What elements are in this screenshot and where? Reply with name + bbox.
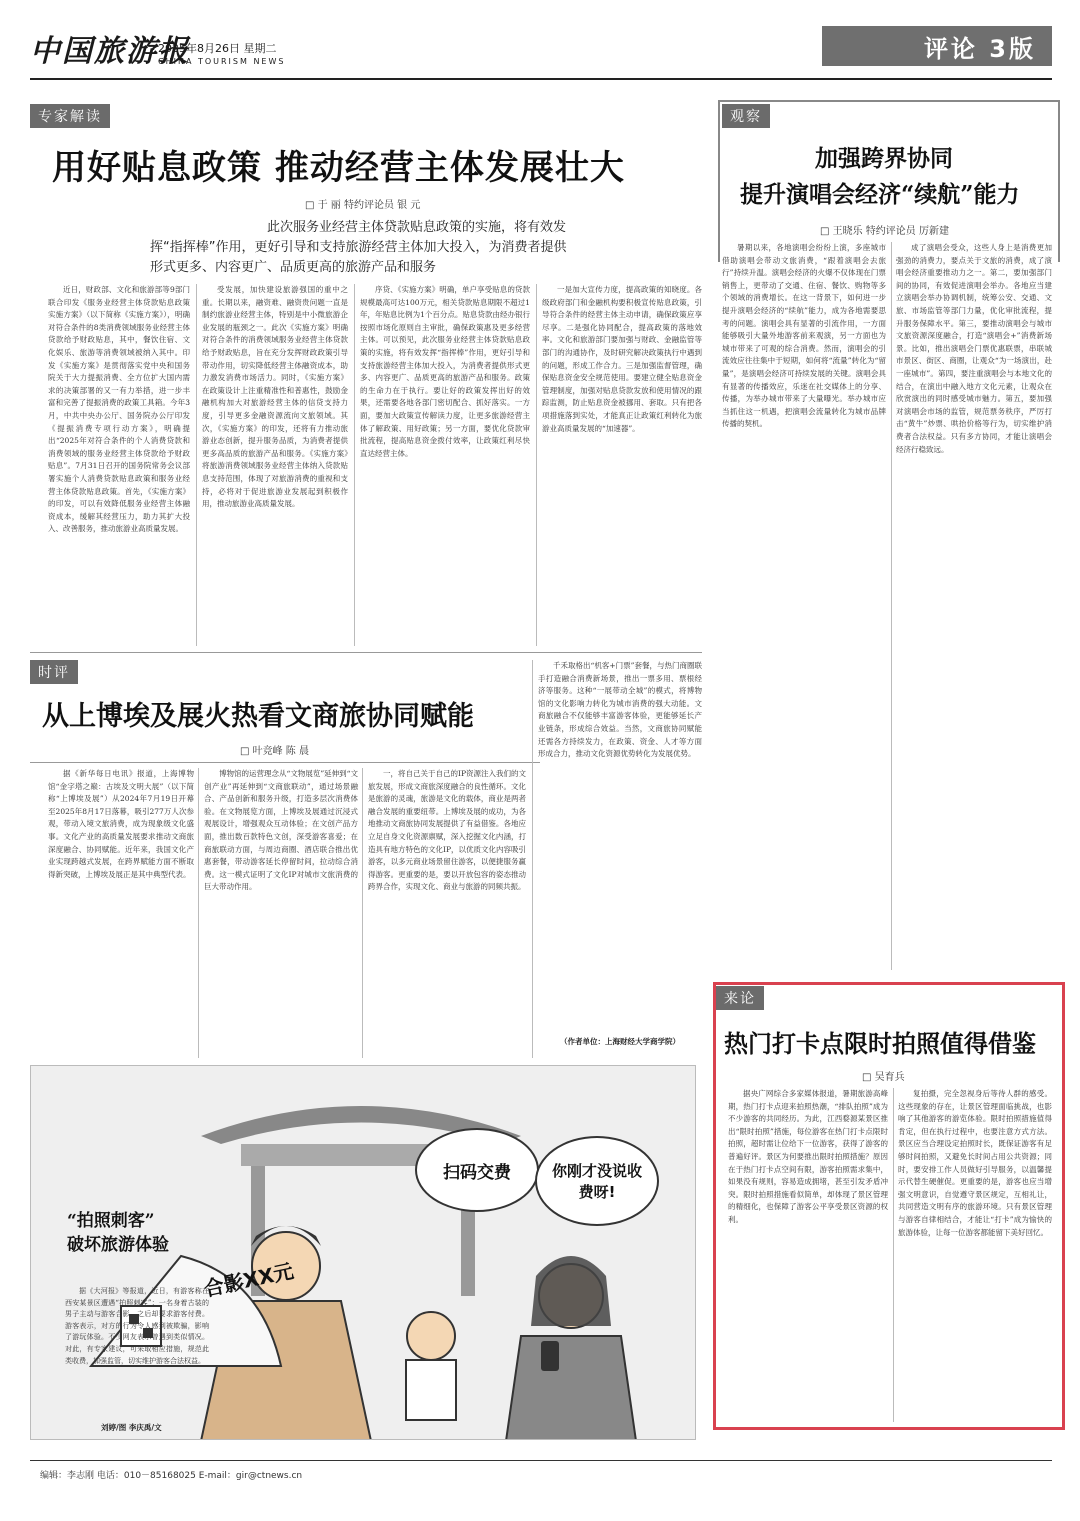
lead-section-tag: 专家解读 bbox=[30, 104, 110, 128]
opinion-column-2 bbox=[898, 1088, 1052, 1422]
column-divider bbox=[362, 768, 363, 1058]
fan-price-text: 合影XX元 bbox=[201, 1258, 296, 1302]
lead-summary: 此次服务业经营主体贷款贴息政策的实施，将有效发挥“指挥棒”作用，更好引导和支持旅游经营主体加大投入，为消费者提供形式更多、内容更广、品质更高的旅游产品和服务 bbox=[150, 220, 567, 275]
column-divider bbox=[893, 1088, 894, 1422]
commentary-section-tag: 时评 bbox=[30, 660, 78, 684]
column-divider bbox=[354, 284, 355, 646]
observe-headline-line1: 加强跨界协同 bbox=[815, 145, 953, 172]
lead-column-2 bbox=[202, 284, 348, 646]
masthead-english-name: CHINA TOURISM NEWS bbox=[158, 57, 286, 66]
commentary-column-3-text: 一，将自己关于自己的IP资源注入我们的文旅发展，形成文商旅深度融合的良性循环。文化是旅游的灵魂，旅游是文化的载体，商业是两者融合发展的重要纽带。上博埃及展的成功，为各地推动文商旅协同发展提供了有益借鉴。各地应立足自身文化资源禀赋，深入挖掘文化内涵，打造具有地方特色的文化IP，以优质文化内容吸引游客，以多元商业场景留住游客，以便捷服务赢得游客。更重要的是，要以开放包容的姿态推动跨界合作，实现文化、商业与旅游的同频共振。 bbox=[368, 769, 526, 892]
observe-byline: □ 王晓乐 特约评论员 厉新建 bbox=[820, 226, 949, 237]
child-head bbox=[407, 1312, 455, 1360]
observe-column-1 bbox=[722, 242, 886, 970]
masthead-divider bbox=[30, 78, 1052, 80]
cartoon-caption bbox=[65, 1286, 209, 1416]
opinion-headline: 热门打卡点限时拍照值得借鉴 bbox=[724, 1029, 1036, 1058]
commentary-column-3 bbox=[368, 768, 526, 1058]
cartoon-title-line1: “拍照刺客” bbox=[67, 1211, 155, 1231]
observe-section-tag: 观察 bbox=[722, 104, 770, 128]
commentary-headline: 从上博埃及展火热看文商旅协同赋能 bbox=[42, 701, 474, 732]
observe-column-1-text: 暑期以来，各地演唱会纷纷上演，多座城市借助演唱会带动文旅消费，“跟着演唱会去旅行”持续升温。演唱会经济的火爆不仅体现在门票销售上，更带动了交通、住宿、餐饮、购物等多个领域的消费增长。在这一背景下，如何进一步提升演唱会经济的“续航”能力，成为各地需要思考的问题。演唱会具有显著的引流作用，一方面能够吸引大量外地游客前来观演，另一方面也为城市带来了可观的综合消费。然而，演唱会的引流效应往往集中于短期，如何将“流量”转化为“留量”，是演唱会经济可持续发展的关键。演唱会具有显著的传播效应，乐迷在社交媒体上的分享、传播，为举办城市带来了大量曝光。举办城市应当抓住这一机遇，把演唱会流量转化为城市品牌传播的契机。 bbox=[722, 243, 886, 429]
lead-column-1-text: 近日，财政部、文化和旅游部等9部门联合印发《服务业经营主体贷款贴息政策实施方案》（以下简称《实施方案》），明确对符合条件的8类消费领域服务业经营主体贷款给予财政贴息，其中，餐饮住宿、文化娱乐、旅游等消费领域被纳入其中。印发《实施方案》是贯彻落实党中央和国务院关于大力提振消费、全方位扩大国内需求的决策部署的又一有力举措，进一步丰富和完善了提振消费的政策工具箱。今年3月，中共中央办公厅、国务院办公厅印发《提振消费专项行动方案》，明确提出“2025年对符合条件的个人消费贷款和消费领域的服务业经营主体贷款给予财政贴息”。7月31日召开的国务院常务会议部署实施个人消费贷款贴息政策和服务业经营主体贷款贴息政策。首先，《实施方案》的印发，可以有效降低服务业经营主体融资成本，缓解其经营压力，助力其扩大投入、改善服务，推动旅游业高质量发展。 bbox=[48, 285, 190, 534]
column-divider bbox=[196, 284, 197, 646]
lead-column-3 bbox=[360, 284, 530, 646]
masthead-date: 2025年8月26日 星期二 bbox=[158, 42, 277, 55]
footer-divider bbox=[30, 1460, 1052, 1461]
commentary-author-note: （作者单位：上海财经大学商学院） bbox=[560, 1037, 680, 1046]
lead-column-4 bbox=[542, 284, 702, 646]
lead-byline: □ 于 丽 特约评论员 银 元 bbox=[305, 200, 421, 211]
commentary-column-4 bbox=[538, 660, 702, 1032]
cartoon-illustration bbox=[30, 1065, 696, 1440]
observe-column-2-text: 成了演唱会受众，这些人身上是消费更加强劲的消费力，要点关于文旅的消费，成了演唱会经济重要推动力之一。第二，要加强部门间的协同，有效促进演唱会举办。各地应当建立演唱会举办协调机制，统筹公安、交通、文旅、市场监管等部门力量，优化审批流程，提升服务保障水平。第三，要推动演唱会与城市文旅资源深度融合，打造“演唱会+”消费新场景。比如，推出演唱会门票优惠联票，串联城市景区、街区、商圈，让观众“为一场演出，赴一座城市”。第四，要注重演唱会与本地文化的结合，在演出中融入地方文化元素，让观众在欣赏演出的同时感受城市魅力。第五，要加强对演唱会市场的监管，规范票务秩序，严厉打击“黄牛”炒票、哄抬价格等行为，切实维护消费者合法权益。只有多方协同，才能让演唱会经济行稳致远。 bbox=[896, 243, 1052, 454]
speech-bubble-right: 你刚才没说收费呀! bbox=[535, 1136, 659, 1226]
observe-column-2 bbox=[896, 242, 1052, 970]
footer-editor-info: 编辑：李志刚 电话：010－85168025 E-mail：gir@ctnews.cn bbox=[40, 1471, 303, 1481]
phone-icon bbox=[541, 1341, 559, 1371]
commentary-column-2-text: 博物馆的运营理念从“文物展览”延伸到“文创产业”再延伸到“文商旅联动”，通过场景融合、产品创新和服务升级，打造多层次消费体验。在文物展览方面，上博埃及展通过沉浸式观展设计，增强观众互动体验；在文创产品方面，推出数百款特色文创，深受游客喜爱；在商旅联动方面，与周边商圈、酒店联合推出优惠套餐，带动游客延长停留时间，拉动综合消费。这一模式证明了文化IP对城市文旅消费的巨大带动作用。 bbox=[204, 769, 358, 892]
commentary-byline: □ 叶竞峰 陈 晨 bbox=[240, 746, 309, 757]
commentary-column-1-text: 据《新华每日电讯》报道，上海博物馆“金字塔之巅：古埃及文明大展”（以下简称“上博埃及展”）从2024年7月19日开幕至2025年8月17日落幕，吸引277万人次参观，带动入境文旅消费，成为现象级文化盛事。文化产业的高质量发展要求推动文商旅深度融合、协同赋能。近年来，我国文化产业实现跨越式发展，在跨界赋能方面不断取得新突破，上博埃及展正是其中典型代表。 bbox=[48, 769, 194, 879]
opinion-column-2-text: 复拍摄，完全忽视身后等待人群的感受。这些现象的存在，让景区管理面临挑战，也影响了其他游客的游览体验。限时拍照措施值得肯定，但在执行过程中，也要注意方式方法。景区应当合理设定拍照时长，既保证游客有足够时间拍照，又避免长时间占用公共资源；同时，要安排工作人员做好引导服务，以温馨提示代替生硬催促。更重要的是，游客也应当增强文明意识，自觉遵守景区规定，互相礼让，共同营造文明有序的旅游环境。只有景区管理与游客自律相结合，才能让“打卡”成为愉快的旅游体验，让每一位游客都能留下美好回忆。 bbox=[898, 1089, 1052, 1237]
opinion-column-1-text: 据央广网综合多家媒体报道，暑期旅游高峰期，热门打卡点迎来拍照热潮，“排队拍照”成为不少游客的共同经历。为此，江西婺源某景区推出“限时拍照”措施，每位游客在热门打卡点限时拍照，超时需让位给下一位游客，获得了游客的普遍好评。景区为何要推出限时拍照措施？原因在于热门打卡点空间有限，游客拍照需求集中，如果没有规则，容易造成拥堵，甚至引发矛盾冲突。限时拍照措施看似简单，却体现了景区管理的精细化，也保障了游客公平享受景区资源的权利。 bbox=[728, 1089, 888, 1224]
section-page-badge: 评论 3版 bbox=[822, 26, 1052, 66]
cartoon-credit: 刘婷/图 李庆禹/文 bbox=[101, 1423, 162, 1432]
opinion-column-1 bbox=[728, 1088, 888, 1422]
observe-headline-line2: 提升演唱会经济“续航”能力 bbox=[740, 181, 1020, 208]
section-divider bbox=[30, 652, 702, 653]
cartoon-caption-text: 据《大河报》等报道，近日，有游客称在西安某景区遭遇“拍照刺客”：一名身着古装的男子主动与游客合影，之后却要求游客付费。游客表示，对方的行为令人感到被欺骗，影响了游玩体验。不少网友表示曾遇到类似情况。对此，有专家建议，可采取相应措施，规范此类收费，加强监管，切实维护游客合法权益。 bbox=[65, 1287, 209, 1365]
speech-bubble-left: 扫码交费 bbox=[415, 1128, 539, 1212]
opinion-byline: □ 吴育兵 bbox=[862, 1072, 905, 1083]
opinion-section-tag: 来论 bbox=[716, 986, 764, 1010]
commentary-column-4-text: 千禾取格出“机客+门票”套餐，与热门商圈联手打造融合消费新场景，推出一票多用、票根经济等服务。这种“一展带动全城”的模式，将博物馆的文化影响力转化为城市消费的强大动能。文商旅融合不仅能够丰富游客体验，更能够延长产业链条，形成综合效益。当然，文商旅协同赋能还需各方持续发力，在政策、资金、人才等方面形成合力，推动文化资源优势转化为发展优势。 bbox=[538, 661, 702, 759]
child-body bbox=[406, 1360, 456, 1420]
masthead-logo: 中国旅游报 bbox=[30, 34, 190, 69]
lead-column-1 bbox=[48, 284, 190, 646]
column-divider bbox=[891, 242, 892, 970]
lead-headline: 用好贴息政策 推动经营主体发展壮大 bbox=[52, 148, 625, 188]
headline-underline bbox=[30, 762, 540, 763]
woman-hair bbox=[531, 1256, 611, 1326]
column-divider bbox=[532, 660, 533, 1058]
column-divider bbox=[536, 284, 537, 646]
lead-column-2-text: 受发展，加快建设旅游强国的重中之重。长期以来，融资难、融资贵问题一直是制约旅游业经营主体，特别是中小微旅游企业发展的瓶颈之一。此次《实施方案》明确对符合条件的消费领域服务业经营主体贷款给予财政贴息，旨在充分发挥财政政策引导带动作用，切实降低经营主体融资成本，助力激发消费市场活力。同时，《实施方案》在政策设计上注重精准性和普惠性，鼓励金融机构加大对旅游经营主体的信贷支持力度，引导更多金融资源流向文旅领域。其次，《实施方案》的印发，还将有力推动旅游业态创新，提升服务品质，为消费者提供更多高品质的旅游产品和服务。《实施方案》将旅游消费领域服务业经营主体纳入贷款贴息支持范围，体现了对旅游消费的重视和支持，必将对于促进旅游业发展起到积极作用，推动旅游业高质量发展。 bbox=[202, 285, 348, 509]
woman-jacket bbox=[506, 1336, 636, 1440]
cartoon-title-line2: 破坏旅游体验 bbox=[67, 1235, 169, 1255]
column-divider bbox=[198, 768, 199, 1058]
commentary-column-1 bbox=[48, 768, 194, 1058]
lead-column-4-text: 一是加大宣传力度，提高政策的知晓度。各级政府部门和金融机构要积极宣传贴息政策，引导符合条件的经营主体主动申请，确保政策应享尽享。二是强化协同配合，提高政策的落地效率。文化和旅游部门要加强与财政、金融监管等部门的沟通协作，及时研究解决政策执行中遇到的问题，形成工作合力。三是加强监督管理，确保贴息资金安全规范使用。要建立健全贴息资金管理制度，加强对贴息贷款发放和使用情况的跟踪监测，防止贴息资金被挪用、套取。只有把各项措施落到实处，才能真正让政策红利转化为旅游业高质量发展的“加速器”。 bbox=[542, 285, 702, 433]
commentary-column-2 bbox=[204, 768, 358, 1058]
lead-column-3-text: 序贷、《实施方案》明确，单户享受贴息的贷款规模最高可达100万元，相关贷款贴息期限不超过1年，年贴息比例为1个百分点。贴息贷款由经办银行按照市场化原则自主审批，确保政策惠及更多经营主体。可以预见，此次服务业经营主体贷款贴息政策的实施，将有效发挥“指挥棒”作用，更好引导和支持旅游经营主体加大投入，为消费者提供形式更多、内容更广、品质更高的旅游产品和服务。政策的生命力在于执行。要让好的政策发挥出好的效果，还需要各地各部门密切配合、抓好落实。一方面，要加大政策宣传解读力度，让更多旅游经营主体了解政策、用好政策；另一方面，要优化贷款审批流程，提高贴息资金拨付效率，让政策红利尽快直达经营主体。 bbox=[360, 285, 530, 458]
